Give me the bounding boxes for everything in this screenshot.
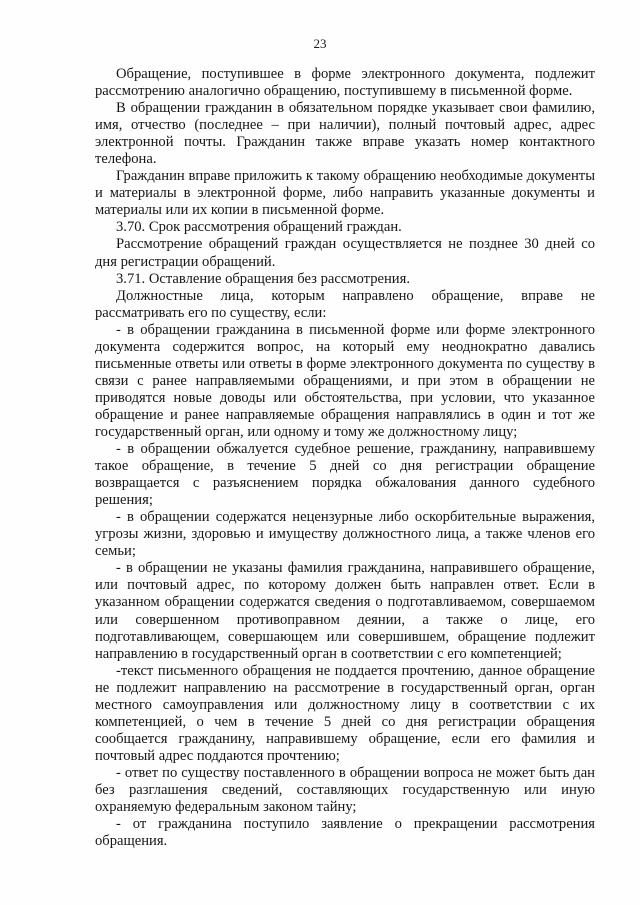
paragraph-electronic-document: Обращение, поступившее в форме электронного документа, подлежит рассмотрению аналогично обращению, поступившему в письменной форме. bbox=[95, 66, 595, 100]
list-item-offensive-language: - в обращении содержатся нецензурные либо оскорбительные выражения, угрозы жизни, здоровью и имуществу должностного лица, а также членов его семьи; bbox=[95, 509, 595, 560]
list-item-court-decision: - в обращении обжалуется судебное решение, гражданину, направившему такое обращение, в течение 5 дней со дня регистрации обращение возвращается с разъяснением порядка обжалования данного судебного решения; bbox=[95, 441, 595, 509]
list-item-illegible-text: -текст письменного обращения не поддается прочтению, данное обращение не подлежит направлению на рассмотрение в государственный орган, орган местного самоуправления или должностному лицу в соответствии с их компетенцией, о чем в течение 5 дней со дня регистрации обращения сообщается гражданину, направившему обращение, если его фамилия и почтовый адрес поддаются прочтению; bbox=[95, 662, 595, 764]
list-item-state-secret: - ответ по существу поставленного в обращении вопроса не может быть дан без разглашения сведений, составляющих государственную или иную охраняемую федеральным законом тайну; bbox=[95, 764, 595, 816]
paragraph-officials-right: Должностные лица, которым направлено обращение, вправе не рассматривать его по существу, если: bbox=[95, 287, 595, 321]
paragraph-required-details: В обращении гражданин в обязательном порядке указывает свои фамилию, имя, отчество (последнее – при наличии), полный почтовый адрес, адрес электронной почты. Гражданин также вправе указать номер контактного телефона. bbox=[95, 100, 595, 168]
list-item-missing-name-address: - в обращении не указаны фамилия гражданина, направившего обращение, или почтовый адрес, по которому должен быть направлен ответ. Если в указанном обращении содержатся сведения о подготавливаемом, совершаемом или совершенном противоправном деянии, а также о лице, его подготавливающем, совершающем или совершившем, обращение подлежит направлению в государственный орган в соответствии с его компетенцией; bbox=[95, 560, 595, 662]
document-body bbox=[95, 66, 595, 850]
paragraph-review-deadline: Рассмотрение обращений граждан осуществляется не позднее 30 дней со дня регистрации обращений. bbox=[95, 236, 595, 270]
section-heading-3-71: 3.71. Оставление обращения без рассмотрения. bbox=[116, 270, 410, 287]
paragraph-attachments: Гражданин вправе приложить к такому обращению необходимые документы и материалы в электронной форме, либо направить указанные документы и материалы или их копии в письменной форме. bbox=[95, 168, 595, 219]
list-item-withdrawal: - от гражданина поступило заявление о прекращении рассмотрения обращения. bbox=[95, 816, 595, 850]
section-heading-3-70: 3.70. Срок рассмотрения обращений граждан. bbox=[116, 219, 402, 236]
page-number: 23 bbox=[313, 36, 327, 51]
list-item-repeated-question: - в обращении гражданина в письменной форме или форме электронного документа содержится вопрос, на который ему неоднократно давались письменные ответы или ответы в форме электронного документа по существу в связи с ранее направляемыми обращениями, и при этом в обращении не приводятся новые доводы или обстоятельства, при условии, что указанное обращение и ранее направляемые обращения направлялись в один и тот же государственный орган, или одному и тому же должностному лицу; bbox=[95, 321, 595, 440]
